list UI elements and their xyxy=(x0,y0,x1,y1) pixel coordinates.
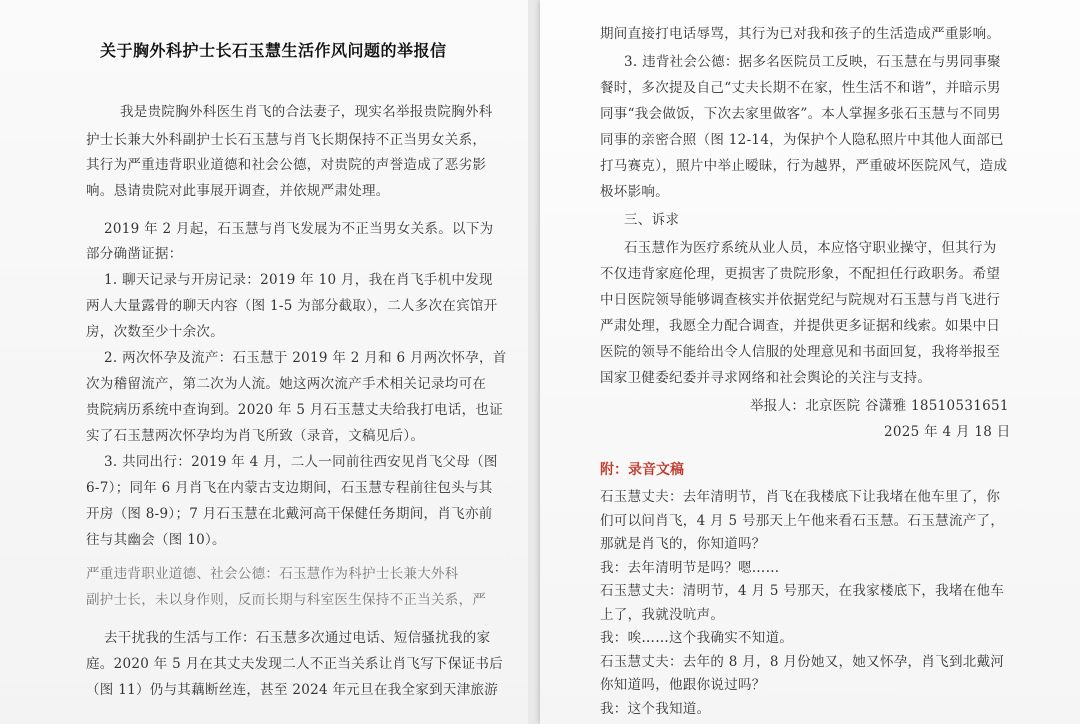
transcript-line: 石玉慧丈夫：清明节，4 月 5 号那天，在我家楼底下，我堵在他车 xyxy=(600,583,1005,599)
right-line: 打马赛克），照片中举止暧昧，行为越界，严重破坏医院风气，造成 xyxy=(600,158,1008,174)
signature-line: 举报人：北京医院 谷潇雅 18510531651 xyxy=(750,398,1009,414)
transcript-line: 那就是肖飞的，你知道吗？ xyxy=(600,536,766,552)
left-line: 部分确凿证据： xyxy=(86,246,183,262)
right-line: 不仅违背家庭伦理，更损害了贵院形象，不配担任行政职务。希望 xyxy=(600,266,1001,282)
left-line: 两人大量露骨的聊天内容（图 1-5 为部分截取），二人多次在宾馆开 xyxy=(86,298,498,314)
right-line: 石玉慧作为医疗系统从业人员，本应恪守职业操守，但其行为 xyxy=(624,240,997,256)
left-line: 庭。2020 年 5 月在其丈夫发现二人不正当关系让肖飞写下保证书后 xyxy=(86,656,504,672)
left-line: 实了石玉慧两次怀孕均为肖飞所致（录音，文稿见后）。 xyxy=(86,428,425,444)
right-document-page xyxy=(540,0,1080,724)
transcript-line: 石玉慧丈夫：去年的 8 月，8 月份她又，她又怀孕，肖飞到北戴河 xyxy=(600,653,1005,670)
right-line: 同事“我会做饭，下次去家里做客”。本人掌握多张石玉慧与不同男 xyxy=(600,106,1001,122)
transcript-line: 我：去年清明节是吗？嗯…… xyxy=(600,559,780,576)
left-line: （图 11）仍与其藕断丝连，甚至 2024 年元旦在我全家到天津旅游 xyxy=(86,682,499,698)
left-line: 2019 年 2 月起，石玉慧与肖飞发展为不正当男女关系。以下为 xyxy=(104,221,494,237)
appendix-heading: 附：录音文稿 xyxy=(600,462,684,478)
left-line: 往与其幽会（图 10）。 xyxy=(86,532,226,548)
letter-date: 2025 年 4 月 18 日 xyxy=(884,424,1011,440)
left-document-page xyxy=(0,0,528,724)
right-line: 餐时，多次提及自己“丈夫长期不在家，性生活不和谐”，并暗示男 xyxy=(600,80,1001,96)
left-line: 贵院病历系统中查询到。2020 年 5 月石玉慧丈夫给我打电话，也证 xyxy=(86,402,504,418)
left-line: 3. 共同出行：2019 年 4 月，二人一同前往西安见肖飞父母（图 xyxy=(104,454,498,470)
right-line: 医院的领导不能给出令人信服的处理意见和书面回复，我将举报至 xyxy=(600,344,1001,360)
letter-title: 关于胸外科护士长石玉慧生活作风问题的举报信 xyxy=(100,41,447,60)
right-line: 国家卫健委纪委并寻求网络和社会舆论的关注与支持。 xyxy=(600,370,932,386)
right-line: 极坏影响。 xyxy=(600,184,669,200)
left-line: 6-7）；同年 6 月肖飞在内蒙古支边期间，石玉慧专程前往包头与其 xyxy=(86,480,493,496)
right-line: 中日医院领导能够调查核实并依据党纪与院规对石玉慧与肖飞进行 xyxy=(600,292,1001,308)
left-line: 房，次数至少十余次。 xyxy=(86,324,224,340)
right-line: 同事的亲密合照（图 12-14，为保护个人隐私照片中其他人面部已 xyxy=(600,132,1004,148)
left-line: 副护士长，未以身作则，反而长期与科室医生保持不正当关系，严 xyxy=(86,592,487,608)
right-line: 期间直接打电话辱骂，其行为已对我和孩子的生活造成严重影响。 xyxy=(600,26,1001,42)
transcript-line: 我：这个我知道。 xyxy=(600,700,711,717)
left-line: 其行为严重违背职业道德和社会公德，对贵院的声誉造成了恶劣影 xyxy=(86,157,487,173)
left-line: 严重违背职业道德、社会公德：石玉慧作为科护士长兼大外科 xyxy=(86,566,459,582)
left-line: 护士长兼大外科副护士长石玉慧与肖飞长期保持不正当男女关系， xyxy=(86,132,487,148)
section-heading: 三、诉求 xyxy=(624,212,680,228)
page-gap xyxy=(528,0,540,724)
left-line: 我是贵院胸外科医生肖飞的合法妻子，现实名举报贵院胸外科 xyxy=(120,104,493,120)
transcript-line: 我：唉……这个我确实不知道。 xyxy=(600,630,794,646)
transcript-line: 们可以问肖飞，4 月 5 号那天上午他来看石玉慧。石玉慧流产了， xyxy=(600,512,1005,529)
left-line: 开房（图 8-9）；7 月石玉慧在北戴河高干保健任务期间，肖飞亦前 xyxy=(86,506,493,522)
transcript-line: 上了，我就没吭声。 xyxy=(600,606,725,623)
transcript-line: 石玉慧丈夫：去年清明节，肖飞在我楼底下让我堵在他车里了，你 xyxy=(600,489,1001,505)
left-line: 去干扰我的生活与工作：石玉慧多次通过电话、短信骚扰我的家 xyxy=(104,630,491,646)
left-line: 2. 两次怀孕及流产：石玉慧于 2019 年 2 月和 6 月两次怀孕，首 xyxy=(104,350,507,366)
transcript-line: 你知道吗，他跟你说过吗？ xyxy=(600,677,766,693)
left-line: 响。恳请贵院对此事展开调查，并依规严肃处理。 xyxy=(86,183,390,199)
right-line: 3. 违背社会公德：据多名医院员工反映，石玉慧在与男同事聚 xyxy=(624,54,1001,70)
left-line: 次为稽留流产，第二次为人流。她这两次流产手术相关记录均可在 xyxy=(86,376,487,392)
right-line: 严肃处理，我愿全力配合调查，并提供更多证据和线索。如果中日 xyxy=(600,318,1001,334)
left-line: 1. 聊天记录与开房记录：2019 年 10 月，我在肖飞手机中发现 xyxy=(104,272,493,288)
